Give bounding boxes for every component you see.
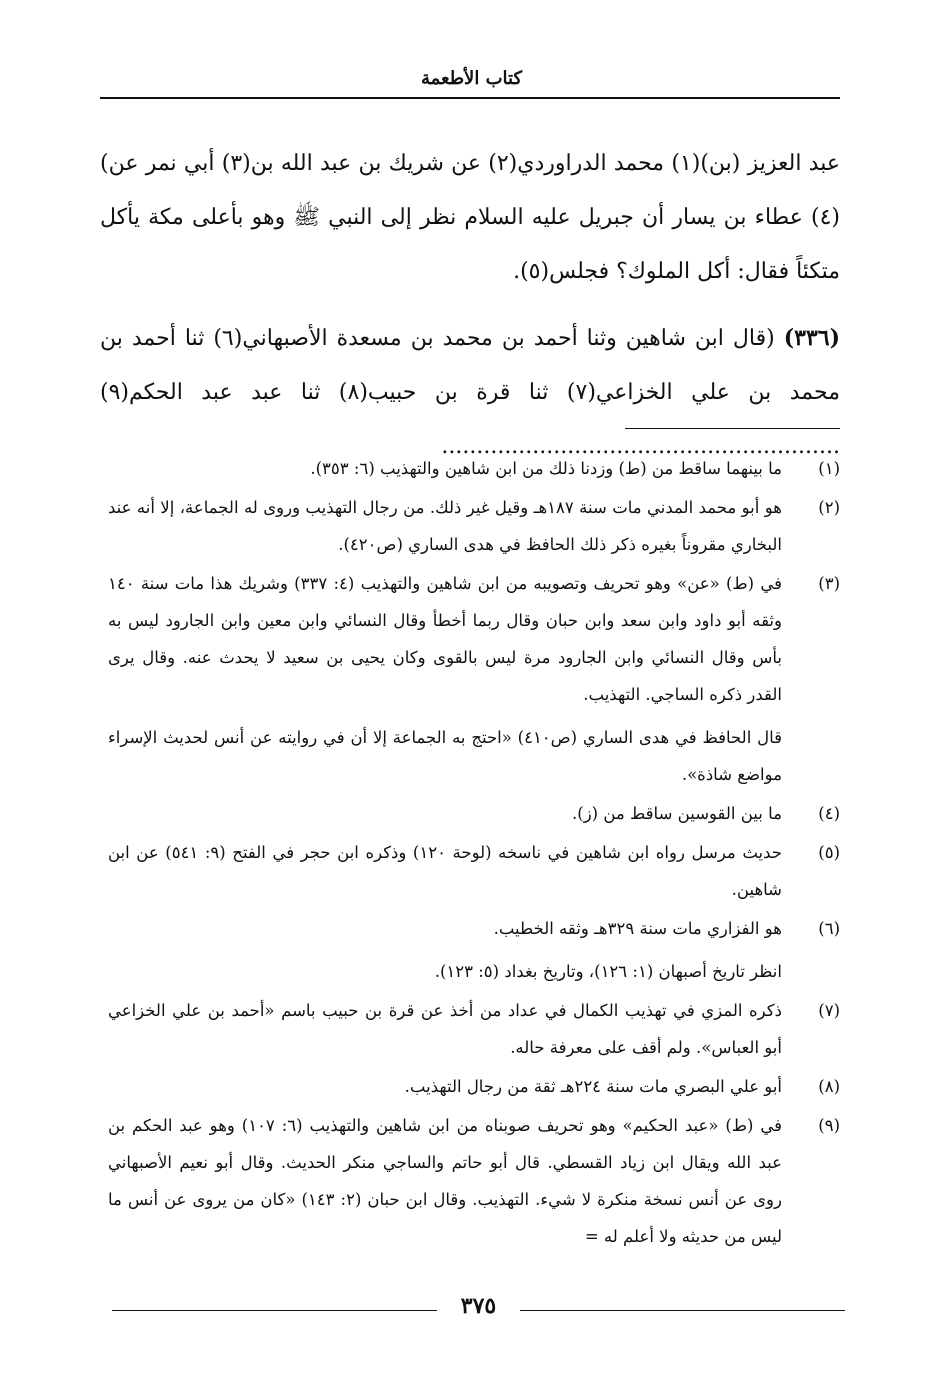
running-header-title: كتاب الأطعمة (420, 68, 523, 89)
footnote-text: في (ط) «عن» وهو تحريف وتصويبه من ابن شاهين والتهذيب (٤: ٣٣٧) وشريك هذا مات سنة ١٤٠ وثقه أبو داود وابن سعد وابن حبان وقال ربما أخطأ وقال النسائي وابن معين وابن الجارود ليس به بأس وقال النسائي وابن الجارود مرة ليس بالقوى وكان يحيى بن سعيد لا يحدث عنه. وقال يرى القدر ذكره الساجي. التهذيب. (108, 574, 782, 704)
footnote-separator (625, 428, 840, 429)
hadith-number: (٣٣٦) (783, 325, 840, 351)
main-paragraph-1: عبد العزيز (بن)(١) محمد الدراوردي(٢) عن شريك بن عبد الله بن(٣) أبي نمر عن)(٤) عطاء بن يسار أن جبريل عليه السلام نظر إلى النبي ﷺ وهو بأعلى مكة يأكل متكئاً فقال: أكل الملوك؟ فجلس(٥). (100, 151, 840, 284)
footer-rule-left (112, 1310, 437, 1311)
footnote-text: انظر تاريخ أصبهان (١: ١٢٦)، وتاريخ بغداد (٥: ١٢٣). (434, 962, 782, 981)
footnote-text: قال الحافظ في هدى الساري (ص٤١٠) «احتج به الجماعة إلا أن في روايته عن أنس لحديث الإسراء مواضع شاذة». (108, 728, 782, 784)
page-number: ٣٧٥ (460, 1293, 497, 1319)
header-rule (100, 97, 840, 99)
footnote-number: (٢) (818, 498, 840, 517)
footnote-text: حديث مرسل رواه ابن شاهين في ناسخه (لوحة ١٢٠) وذكره ابن حجر في الفتح (٩: ٥٤١) عن ابن شاهين. (108, 843, 782, 899)
hadith-chain-text: (قال ابن شاهين وثنا أحمد بن محمد بن مسعدة الأصبهاني(٦) ثنا أحمد بن محمد بن علي الخزاعي(٧) ثنا قرة بن حبيب(٨) ثنا عبد عبد الحكم(٩) (100, 326, 840, 405)
footnote-text: ذكره المزي في تهذيب الكمال في عداد من أخذ عن قرة بن حبيب باسم «أحمد بن علي الخزاعي أبو العباس». ولم أقف على معرفة حاله. (108, 1001, 782, 1057)
footnote-9 (108, 1107, 840, 1255)
footnote-text: أبو علي البصري مات سنة ٢٢٤هـ ثقة من رجال التهذيب. (404, 1077, 782, 1096)
footnote-4 (108, 795, 840, 832)
footer-rule-right (520, 1310, 845, 1311)
footnote-number: (٤) (818, 804, 840, 823)
footnote-text: ما بين القوسين ساقط من (ز). (572, 804, 782, 823)
footnote-number: (٨) (818, 1077, 840, 1096)
footnote-number: (٩) (818, 1116, 840, 1135)
footnote-2 (108, 489, 840, 563)
footnote-text: هو الفزاري مات سنة ٣٢٩هـ وثقه الخطيب. (493, 919, 782, 938)
footnote-number: (٧) (818, 1001, 840, 1020)
footnote-number: (٦) (818, 919, 840, 938)
footnote-1 (108, 450, 840, 487)
footnote-number: (١) (818, 459, 840, 478)
main-text (100, 137, 840, 474)
footnote-6 (108, 910, 840, 990)
footnote-number: (٣) (818, 574, 840, 593)
continuation-dots: ......................................................... (441, 434, 840, 459)
footnote-text: ما بينهما ساقط من (ط) وزدنا ذلك من ابن شاهين والتهذيب (٦: ٣٥٣). (310, 459, 782, 478)
footnote-text: في (ط) «عبد الحكيم» وهو تحريف صوبناه من ابن شاهين والتهذيب (٦: ١٠٧) وهو عبد الحكم بن عبد الله ويقال ابن زياد القسطي. قال أبو حاتم والساجي منكر الحديث. وقال أبو نعيم الأصبهاني روى عن أنس نسخة منكرة لا شيء. التهذيب. وقال ابن حبان (٢: ١٤٣) «كان من يروى عن أنس ما ليس من حديثه ولا أعلم له = (108, 1116, 782, 1246)
footnote-number: (٥) (818, 843, 840, 862)
footnote-text: هو أبو محمد المدني مات سنة ١٨٧هـ وقيل غير ذلك. من رجال التهذيب وروى له الجماعة، إلا أنه عند البخاري مقروناً بغيره ذكر ذلك الحافظ في هدى الساري (ص٤٢٠). (108, 498, 782, 554)
footnote-3 (108, 565, 840, 793)
footnotes (108, 450, 840, 1255)
footnote-5 (108, 834, 840, 908)
footnote-7 (108, 992, 840, 1066)
footnote-8 (108, 1068, 840, 1105)
